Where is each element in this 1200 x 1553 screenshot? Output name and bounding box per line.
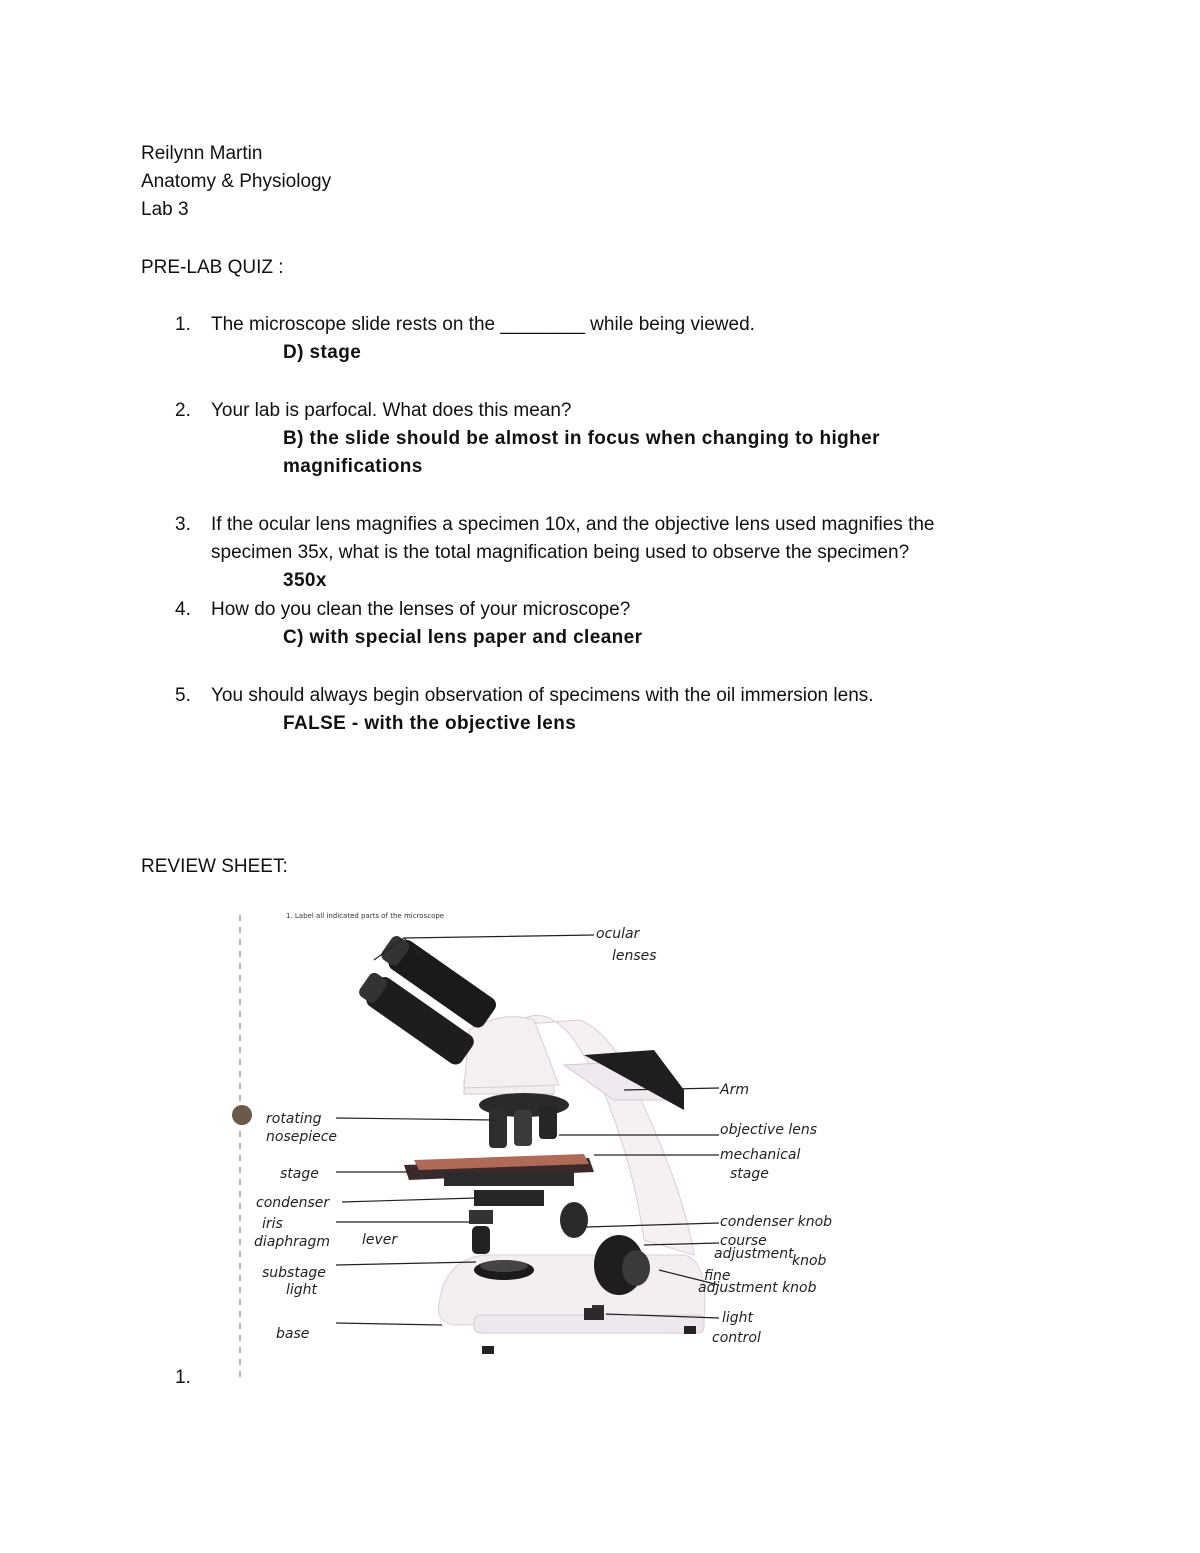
question-text: The microscope slide rests on the ________ while being viewed. bbox=[211, 314, 755, 335]
question-text: You should always begin observation of specimens with the oil immersion lens. bbox=[211, 685, 874, 706]
label-substage: substage bbox=[262, 1265, 326, 1281]
microscope-illustration bbox=[353, 931, 705, 1354]
question-number: 1. bbox=[175, 314, 191, 335]
label-mechanical: mechanical bbox=[720, 1147, 801, 1163]
label-stage: stage bbox=[280, 1166, 319, 1182]
question-answer: B) the slide should be almost in focus when changing to higher bbox=[283, 428, 880, 449]
label-substage-light: light bbox=[286, 1282, 318, 1298]
label-fine-adjustment: adjustment knob bbox=[698, 1280, 817, 1296]
label-diaphragm: diaphragm bbox=[254, 1234, 330, 1250]
course-name: Anatomy & Physiology bbox=[141, 171, 332, 192]
label-objective-lens: objective lens bbox=[720, 1122, 818, 1138]
hole-punch bbox=[232, 1105, 252, 1125]
prelab-heading: PRE-LAB QUIZ : bbox=[141, 257, 284, 278]
label-rotating: rotating bbox=[266, 1111, 322, 1127]
label-mechanical-stage: stage bbox=[730, 1166, 769, 1182]
question-answer: 350x bbox=[283, 570, 327, 591]
label-lenses: lenses bbox=[612, 948, 657, 964]
question-answer: D) stage bbox=[283, 342, 362, 363]
label-iris: iris bbox=[262, 1216, 283, 1232]
label-fine: fine bbox=[704, 1268, 731, 1284]
question-text-continued: specimen 35x, what is the total magnification being used to observe the specimen? bbox=[211, 542, 910, 563]
label-light: light bbox=[722, 1310, 754, 1326]
question-number: 2. bbox=[175, 400, 191, 421]
label-ocular: ocular bbox=[596, 926, 640, 942]
label-condenser: condenser bbox=[256, 1195, 330, 1211]
label-lever: lever bbox=[362, 1232, 398, 1248]
question-text: Your lab is parfocal. What does this mean? bbox=[211, 400, 572, 421]
question-number: 5. bbox=[175, 685, 191, 706]
figure-caption: 1. Label all indicated parts of the microscope bbox=[286, 912, 445, 920]
label-coarse-adjustment: adjustment bbox=[714, 1246, 794, 1262]
question-answer-continued: magnifications bbox=[283, 456, 423, 477]
microscope-diagram bbox=[214, 910, 833, 1385]
review-item-number: 1. bbox=[175, 1367, 191, 1388]
question-text: If the ocular lens magnifies a specimen 10x, and the objective lens used magnifies the bbox=[211, 514, 935, 535]
question-answer: FALSE - with the objective lens bbox=[283, 713, 577, 734]
student-name: Reilynn Martin bbox=[141, 143, 263, 164]
label-coarse: course bbox=[720, 1233, 767, 1249]
label-base: base bbox=[276, 1326, 310, 1342]
label-condenser-knob: condenser knob bbox=[720, 1214, 833, 1230]
lab-number: Lab 3 bbox=[141, 199, 189, 220]
question-answer: C) with special lens paper and cleaner bbox=[283, 627, 643, 648]
label-light-control: control bbox=[712, 1330, 761, 1346]
question-text: How do you clean the lenses of your microscope? bbox=[211, 599, 631, 620]
question-number: 4. bbox=[175, 599, 191, 620]
question-number: 3. bbox=[175, 514, 191, 535]
label-nosepiece: nosepiece bbox=[266, 1129, 338, 1145]
label-arm: Arm bbox=[720, 1082, 749, 1098]
review-heading: REVIEW SHEET: bbox=[141, 856, 288, 877]
label-coarse-knob: knob bbox=[792, 1253, 827, 1269]
